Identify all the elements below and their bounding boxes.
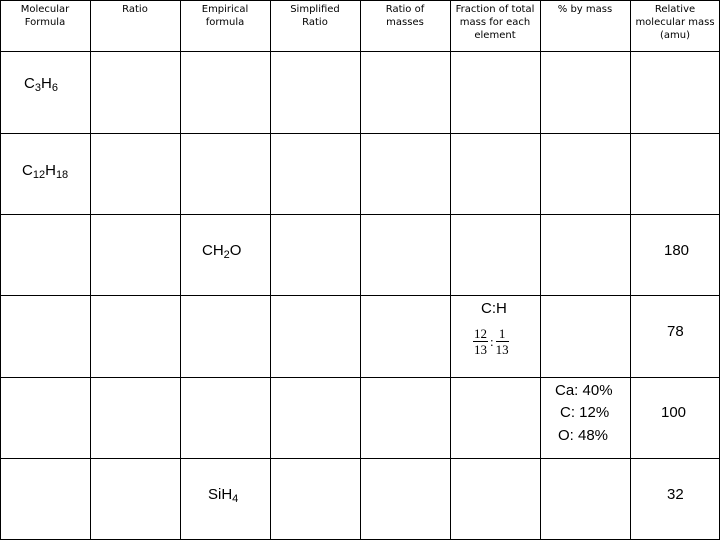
subscript: 2 [223,249,230,261]
header-ratio: Ratio [122,4,148,15]
subscript: 6 [51,82,58,94]
header-molecular-formula: Molecular Formula [20,4,70,28]
header-relative-molecular-mass: Relative molecular mass (amu) [635,4,715,41]
relative-molecular-mass-row5: 100 [661,404,687,421]
element-symbol: C [22,162,33,179]
element-symbol: H [45,162,56,179]
ratio-separator: : [490,333,494,349]
subscript: 3 [34,82,41,94]
header-percent-by-mass: % by mass [557,4,613,15]
denominator: 13 [474,342,487,357]
percent-by-mass-c: C: 12% [560,404,610,421]
subscript: 18 [55,169,69,181]
element-symbol: C [24,75,35,92]
numerator: 12 [474,326,487,341]
empirical-formula-row3 [202,242,241,260]
percent-by-mass-o: O: 48% [558,427,609,444]
relative-molecular-mass-row6: 32 [667,486,684,503]
numerator: 1 [496,326,509,342]
header-fraction-of-total-mass: Fraction of total mass for each element [455,4,535,41]
percent-by-mass-ca: Ca: 40% [555,382,613,399]
header-empirical-formula: Empirical formula [201,4,249,28]
fraction-carbon [473,326,488,357]
fraction-row4 [473,326,509,357]
header-ratio-of-masses: Ratio of masses [385,4,425,28]
subscript: 12 [32,169,46,181]
header-simplified-ratio: Simplified Ratio [290,4,340,28]
fraction-label-row4: C:H [481,300,507,317]
formula-part: CH [202,242,224,259]
relative-molecular-mass-row4: 78 [667,323,684,340]
empirical-formula-row6 [208,486,238,504]
formula-part: O [229,242,242,259]
denominator: 13 [495,342,509,357]
formula-part: SiH [208,486,233,503]
subscript: 4 [232,493,239,505]
molecular-formula-row2 [22,162,68,180]
relative-molecular-mass-row3: 180 [664,242,690,259]
molecular-formula-row1 [24,75,58,93]
fraction-hydrogen [496,326,509,357]
element-symbol: H [40,75,52,92]
